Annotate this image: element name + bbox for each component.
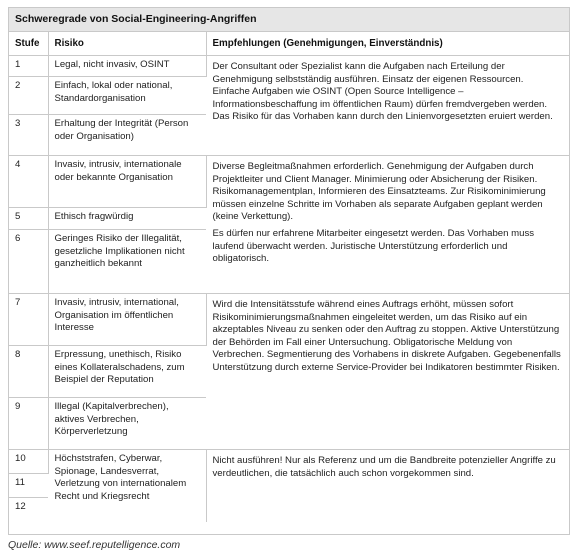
risiko-cell: Illegal (Kapitalverbrechen), aktives Verbrechen, Körperverletzung: [48, 398, 206, 450]
header-risiko: Risiko: [48, 32, 206, 56]
risiko-cell: Erhaltung der Integrität (Person oder Organisation): [48, 115, 206, 156]
severity-table: [9, 32, 569, 522]
stufe-cell: 9: [9, 398, 48, 450]
stufe-cell: 3: [9, 115, 48, 156]
empfehlung-cell-group2: [206, 156, 569, 294]
empfehlung-text: Wird die Intensitätsstufe während eines Auftrags erhöht, müssen sofort Risikominimierungsmaßnahmen eingeleitet werden, um das Risiko auf ein akzeptables Niveau zu senken oder den Auftrag zu stoppen. Aktive Unterstützung der Behörden im Fall einer Untersuchung. Obligatorische Meldung von Verbrechen. Segmentierung des Vorhabens in diskrete Aufgaben. Gegebenenfalls Unterstützung durch externe Service-Provider bei Indikatoren bestimmter Risiken.: [212, 299, 561, 373]
stufe-cell: 10: [9, 450, 48, 474]
stufe-cell: 11: [9, 474, 48, 498]
risiko-cell: Einfach, lokal oder national, Standardorganisation: [48, 77, 206, 115]
table-row: [9, 450, 569, 474]
empfehlung-text: Nicht ausführen! Nur als Referenz und um die Bandbreite potenzieller Angriffe zu verdeutlichen, die tatsächlich auch schon vorgekommen sind.: [212, 455, 556, 479]
empfehlung-cell-group1: [206, 56, 569, 156]
stufe-cell: 7: [9, 294, 48, 346]
empfehlung-text: Der Consultant oder Spezialist kann die Aufgaben nach Erteilung der Genehmigung selbstständig ausführen. Einsatz der eigenen Ressourcen. Einfache Aufgaben wie OSINT (Open Source Intelligence – Informationsbeschaffung im öffentlichen Raum) dürfen fremdvergeben werden. Das Risiko für das Vorhaben kann durch den Linienvorgesetzten eruiert werden.: [212, 61, 553, 123]
risiko-cell: Ethisch fragwürdig: [48, 208, 206, 230]
risiko-cell: Invasiv, intrusiv, international, Organisation im öffentlichen Interesse: [48, 294, 206, 346]
source-caption: Quelle: www.seef.reputelligence.com: [8, 539, 181, 551]
risiko-cell: Höchststrafen, Cyberwar, Spionage, Landesverrat, Verletzung von internationalem Recht und Kriegsrecht: [48, 450, 206, 522]
header-empfehlung: Empfehlungen (Genehmigungen, Einverständnis): [206, 32, 569, 56]
table-row: [9, 294, 569, 346]
stufe-cell: 4: [9, 156, 48, 208]
header-row: [9, 32, 569, 56]
empfehlung-text: Diverse Begleitmaßnahmen erforderlich. Genehmigung der Aufgaben durch Projektleiter und Client Manager. Minimierung oder Absicherung der Risiken. Risikomanagementplan, Informieren des Einsatzteams. Zur Risikominimierung müssen einzelne Schritte im Vorhaben als separate Aufgaben geplant werden (keine Verkettung).: [212, 161, 546, 223]
stufe-cell: 6: [9, 230, 48, 294]
stufe-cell: 12: [15, 501, 26, 512]
risiko-cell: Invasiv, intrusiv, internationale oder bekannte Organisation: [48, 156, 206, 208]
header-stufe: Stufe: [9, 32, 48, 56]
table-title: Schweregrade von Social-Engineering-Angriffen: [9, 8, 569, 32]
risiko-cell: Legal, nicht invasiv, OSINT: [48, 56, 206, 77]
severity-table-frame: [8, 7, 570, 535]
empfehlung-cell-group3: [206, 294, 569, 450]
risiko-cell: Geringes Risiko der Illegalität, gesetzliche Implikationen nicht ganzheitlich bekannt: [48, 230, 206, 294]
stufe-cell: 5: [9, 208, 48, 230]
table-row: [9, 156, 569, 208]
stufe-cell: 1: [9, 56, 48, 77]
empfehlung-cell-group4: [206, 450, 569, 522]
stufe-cell: 8: [9, 346, 48, 398]
risiko-cell: Erpressung, unethisch, Risiko eines Kollateralschadens, zum Beispiel der Reputation: [48, 346, 206, 398]
empfehlung-text: Es dürfen nur erfahrene Mitarbeiter eingesetzt werden. Das Vorhaben muss laufend überwacht werden. Juristische Unterstützung erforderlich und obligatorisch.: [212, 227, 535, 265]
stufe-cell: 2: [9, 77, 48, 115]
table-row: [9, 56, 569, 77]
